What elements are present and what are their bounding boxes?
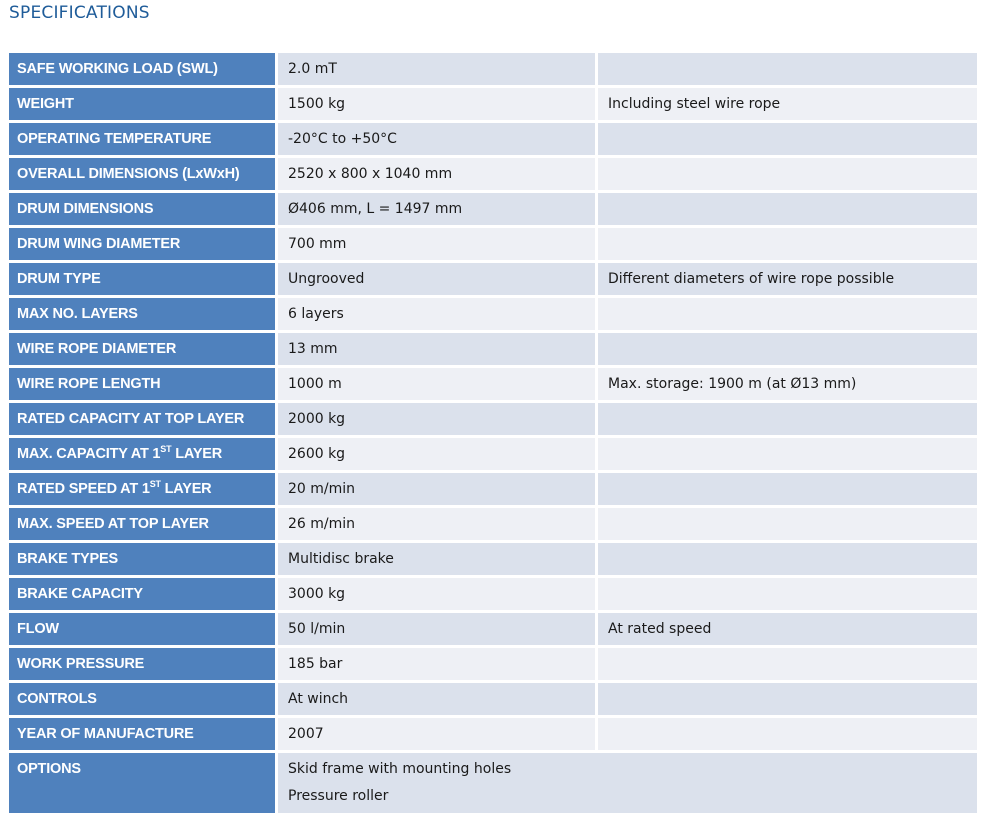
page-title: SPECIFICATIONS bbox=[9, 3, 150, 23]
table-row bbox=[9, 543, 977, 575]
row-note bbox=[598, 438, 977, 470]
table-row-options bbox=[9, 753, 977, 813]
row-label-text: LAYER bbox=[160, 481, 212, 497]
row-label: DRUM WING DIAMETER bbox=[9, 228, 275, 260]
table-row bbox=[9, 333, 977, 365]
table-row bbox=[9, 648, 977, 680]
row-note bbox=[598, 158, 977, 190]
table-row bbox=[9, 298, 977, 330]
row-label: CONTROLS bbox=[9, 683, 275, 715]
row-note bbox=[598, 473, 977, 505]
row-note bbox=[598, 228, 977, 260]
row-value: 2.0 mT bbox=[278, 53, 595, 85]
row-note: Max. storage: 1900 m (at Ø13 mm) bbox=[598, 368, 977, 400]
table-row bbox=[9, 158, 977, 190]
row-value: At winch bbox=[278, 683, 595, 715]
table-row bbox=[9, 403, 977, 435]
row-note bbox=[598, 718, 977, 750]
row-note bbox=[598, 333, 977, 365]
option-item: Skid frame with mounting holes bbox=[288, 761, 512, 777]
row-label: YEAR OF MANUFACTURE bbox=[9, 718, 275, 750]
table-row bbox=[9, 228, 977, 260]
row-note: Different diameters of wire rope possible bbox=[598, 263, 977, 295]
row-value: 50 l/min bbox=[278, 613, 595, 645]
row-note bbox=[598, 403, 977, 435]
table-row bbox=[9, 578, 977, 610]
row-note bbox=[598, 123, 977, 155]
row-label: BRAKE TYPES bbox=[9, 543, 275, 575]
row-label: WORK PRESSURE bbox=[9, 648, 275, 680]
row-note bbox=[598, 508, 977, 540]
row-note bbox=[598, 648, 977, 680]
row-value: 2600 kg bbox=[278, 438, 595, 470]
table-row bbox=[9, 473, 977, 505]
table-row bbox=[9, 613, 977, 645]
row-value: Ø406 mm, L = 1497 mm bbox=[278, 193, 595, 225]
option-item: Pressure roller bbox=[288, 788, 389, 804]
row-value: 2007 bbox=[278, 718, 595, 750]
row-label: WIRE ROPE LENGTH bbox=[9, 368, 275, 400]
row-note bbox=[598, 193, 977, 225]
table-row bbox=[9, 263, 977, 295]
row-value: -20°C to +50°C bbox=[278, 123, 595, 155]
row-value: 1500 kg bbox=[278, 88, 595, 120]
row-value: 1000 m bbox=[278, 368, 595, 400]
row-note bbox=[598, 53, 977, 85]
table-row bbox=[9, 123, 977, 155]
table-row bbox=[9, 683, 977, 715]
row-note: Including steel wire rope bbox=[598, 88, 977, 120]
row-label: OVERALL DIMENSIONS (LxWxH) bbox=[9, 158, 275, 190]
row-value: Ungrooved bbox=[278, 263, 595, 295]
row-label: MAX. SPEED AT TOP LAYER bbox=[9, 508, 275, 540]
row-label-text: LAYER bbox=[171, 446, 223, 462]
row-value: 2520 x 800 x 1040 mm bbox=[278, 158, 595, 190]
row-value: 700 mm bbox=[278, 228, 595, 260]
ordinal-suffix: ST bbox=[160, 444, 172, 455]
row-label bbox=[9, 473, 275, 505]
table-row bbox=[9, 53, 977, 85]
row-label: DRUM TYPE bbox=[9, 263, 275, 295]
row-value: 13 mm bbox=[278, 333, 595, 365]
row-note bbox=[598, 543, 977, 575]
row-label: OPTIONS bbox=[9, 753, 275, 813]
row-note bbox=[598, 298, 977, 330]
table-row bbox=[9, 88, 977, 120]
options-list bbox=[278, 753, 977, 813]
row-note bbox=[598, 683, 977, 715]
row-label-text: MAX. CAPACITY AT 1 bbox=[17, 446, 161, 462]
table-row bbox=[9, 508, 977, 540]
specifications-table bbox=[6, 50, 980, 816]
row-label: FLOW bbox=[9, 613, 275, 645]
row-value: 185 bar bbox=[278, 648, 595, 680]
table-row bbox=[9, 438, 977, 470]
row-value: 20 m/min bbox=[278, 473, 595, 505]
row-note bbox=[598, 578, 977, 610]
row-label: RATED CAPACITY AT TOP LAYER bbox=[9, 403, 275, 435]
row-value: Multidisc brake bbox=[278, 543, 595, 575]
row-label: DRUM DIMENSIONS bbox=[9, 193, 275, 225]
table-row bbox=[9, 718, 977, 750]
row-label: WEIGHT bbox=[9, 88, 275, 120]
ordinal-suffix: ST bbox=[149, 479, 161, 490]
row-label: WIRE ROPE DIAMETER bbox=[9, 333, 275, 365]
row-note: At rated speed bbox=[598, 613, 977, 645]
row-value: 6 layers bbox=[278, 298, 595, 330]
table-row bbox=[9, 193, 977, 225]
row-label: SAFE WORKING LOAD (SWL) bbox=[9, 53, 275, 85]
row-label bbox=[9, 438, 275, 470]
row-label: BRAKE CAPACITY bbox=[9, 578, 275, 610]
row-value: 26 m/min bbox=[278, 508, 595, 540]
row-label: OPERATING TEMPERATURE bbox=[9, 123, 275, 155]
table-row bbox=[9, 368, 977, 400]
row-value: 3000 kg bbox=[278, 578, 595, 610]
row-label: MAX NO. LAYERS bbox=[9, 298, 275, 330]
row-label-text: RATED SPEED AT 1 bbox=[17, 481, 150, 497]
row-value: 2000 kg bbox=[278, 403, 595, 435]
